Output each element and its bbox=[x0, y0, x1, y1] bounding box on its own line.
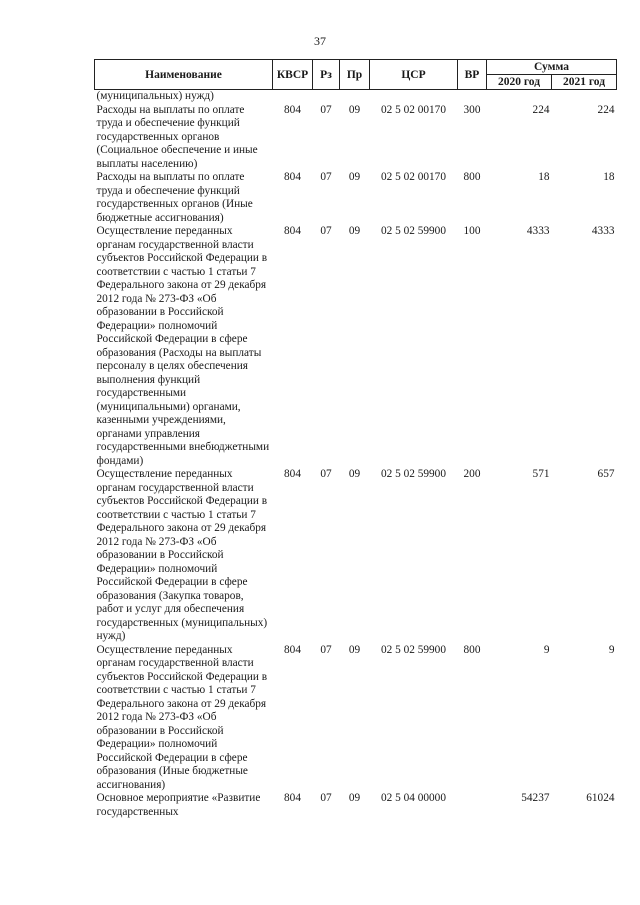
header-name: Наименование bbox=[95, 60, 273, 90]
cell-rz bbox=[313, 90, 340, 104]
cell-csr: 02 5 02 59900 bbox=[381, 225, 446, 237]
cell-csr: 02 5 04 00000 bbox=[381, 792, 446, 804]
table-row bbox=[95, 171, 617, 225]
table-body bbox=[95, 90, 617, 820]
cell-csr: 02 5 02 00170 bbox=[381, 171, 446, 183]
table-row bbox=[95, 792, 617, 819]
cell-y2020: 571 bbox=[532, 468, 550, 480]
cell-y2020: 4333 bbox=[526, 225, 550, 237]
cell-kvsr bbox=[273, 90, 313, 104]
cell-rz: 07 bbox=[320, 643, 332, 656]
cell-csr: 02 5 02 59900 bbox=[381, 468, 446, 480]
cell-y2021: 224 bbox=[597, 103, 615, 116]
cell-vr: 800 bbox=[463, 171, 481, 183]
header-year-2021: 2021 год bbox=[552, 75, 617, 90]
table-row bbox=[95, 104, 617, 172]
cell-y2021 bbox=[552, 90, 617, 104]
cell-y2020: 54237 bbox=[521, 792, 550, 804]
cell-pr: 09 bbox=[348, 225, 361, 237]
cell-kvsr: 804 bbox=[284, 225, 301, 237]
header-sum: Сумма bbox=[487, 60, 617, 75]
table-header bbox=[95, 60, 617, 90]
page-number: 37 bbox=[314, 34, 326, 48]
cell-pr: 09 bbox=[348, 792, 361, 804]
cell-csr: 02 5 02 00170 bbox=[381, 103, 446, 116]
cell-pr: 09 bbox=[348, 468, 361, 480]
cell-kvsr: 804 bbox=[284, 792, 301, 804]
cell-vr: 300 bbox=[463, 103, 481, 116]
cell-y2021: 9 bbox=[608, 643, 615, 656]
cell-y2021: 18 bbox=[603, 171, 615, 183]
cell-name: Расходы на выплаты по оплате труда и обеспечение функций государственных органов (Иные бюджетные ассигнования) bbox=[96, 171, 253, 224]
cell-name: Осуществление переданных органам государственной власти субъектов Российской Федерации в соответствии с частью 1 статьи 7 Федерального закона от 29 декабря 2012 года № 273-ФЗ «Об образовании в Российской Федерации» полномочий Российской Федерации в сфере образования (Расходы на выплаты персоналу в целях обеспечения выполнения функций государственными (муниципальными) органами, казенными учреждениями, органами управления государственными внебюджетными фондами) bbox=[96, 225, 270, 467]
table-row bbox=[95, 644, 617, 793]
cell-y2021: 61024 bbox=[586, 792, 615, 804]
budget-table bbox=[94, 59, 617, 819]
cell-y2021: 4333 bbox=[591, 225, 615, 237]
cell-y2020: 18 bbox=[538, 171, 550, 183]
table-row bbox=[95, 90, 617, 104]
cell-y2020 bbox=[487, 90, 552, 104]
cell-vr: 800 bbox=[463, 643, 481, 656]
table-row bbox=[95, 468, 617, 644]
cell-vr: 200 bbox=[463, 468, 481, 480]
cell-vr bbox=[458, 90, 487, 104]
cell-rz: 07 bbox=[320, 171, 332, 183]
header-pr: Пр bbox=[340, 60, 370, 90]
cell-y2020: 224 bbox=[532, 103, 550, 116]
header-kvsr: КВСР bbox=[273, 60, 313, 90]
cell-kvsr: 804 bbox=[284, 468, 301, 480]
cell-rz: 07 bbox=[320, 225, 332, 237]
table-row bbox=[95, 225, 617, 468]
cell-kvsr: 804 bbox=[284, 171, 301, 183]
cell-csr: 02 5 02 59900 bbox=[381, 643, 446, 656]
cell-pr: 09 bbox=[348, 103, 361, 116]
cell-name: Осуществление переданных органам государственной власти субъектов Российской Федерации в соответствии с частью 1 статьи 7 Федерального закона от 29 декабря 2012 года № 273-ФЗ «Об образовании в Российской Федерации» полномочий Российской Федерации в сфере образования (Иные бюджетные ассигнования) bbox=[96, 643, 268, 791]
cell-rz: 07 bbox=[320, 468, 332, 480]
cell-name: (муниципальных) нужд) bbox=[96, 90, 214, 102]
cell-y2020: 9 bbox=[543, 643, 550, 656]
cell-vr: 100 bbox=[463, 225, 481, 237]
cell-pr: 09 bbox=[348, 171, 361, 183]
cell-name: Осуществление переданных органам государственной власти субъектов Российской Федерации в соответствии с частью 1 статьи 7 Федерального закона от 29 декабря 2012 года № 273-ФЗ «Об образовании в Российской Федерации» полномочий Российской Федерации в сфере образования (Закупка товаров, работ и услуг для обеспечения государственных (муниципальных) нужд) bbox=[96, 468, 268, 642]
cell-kvsr: 804 bbox=[284, 103, 301, 116]
cell-rz: 07 bbox=[320, 103, 332, 116]
cell-pr: 09 bbox=[348, 643, 361, 656]
cell-csr bbox=[370, 90, 458, 104]
cell-rz: 07 bbox=[320, 792, 332, 804]
header-csr: ЦСР bbox=[370, 60, 458, 90]
header-vr: ВР bbox=[458, 60, 487, 90]
cell-vr bbox=[458, 792, 487, 819]
cell-y2021: 657 bbox=[597, 468, 615, 480]
cell-pr bbox=[340, 90, 370, 104]
cell-name: Основное мероприятие «Развитие государственных bbox=[96, 792, 261, 818]
header-year-2020: 2020 год bbox=[487, 75, 552, 90]
cell-name: Расходы на выплаты по оплате труда и обеспечение функций государственных органов (Социальное обеспечение и иные выплаты населению) bbox=[96, 103, 258, 170]
header-rz: Рз bbox=[313, 60, 340, 90]
cell-kvsr: 804 bbox=[284, 643, 301, 656]
